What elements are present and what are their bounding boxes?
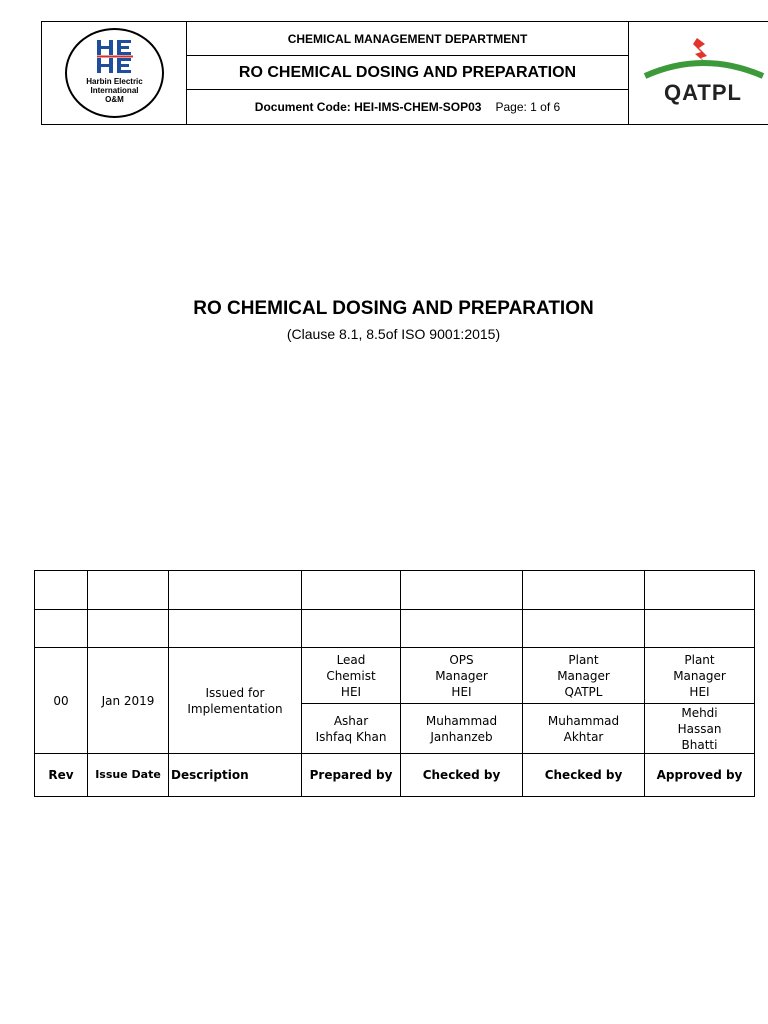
revision-row — [35, 648, 755, 704]
empty-row — [35, 610, 755, 648]
hei-logo-cell — [42, 22, 187, 124]
checked1-role: OPS Manager HEI — [401, 648, 523, 704]
document-meta — [187, 90, 628, 124]
header-row — [35, 754, 755, 797]
hei-logo-text: Harbin Electric International O&M — [86, 77, 143, 104]
page-subtitle: (Clause 8.1, 8.5of ISO 9001:2015) — [286, 326, 501, 342]
approved-role: Plant Manager HEI — [645, 648, 755, 704]
header-center — [187, 22, 628, 124]
prepared-by-header: Prepared by — [302, 754, 401, 797]
approved-by-header: Approved by — [645, 754, 755, 797]
issue-date-value: Jan 2019 — [88, 648, 169, 754]
document-header — [41, 21, 768, 125]
checked2-name: Muhammad Akhtar — [523, 704, 645, 754]
prepared-role: Lead Chemist HEI — [302, 648, 401, 704]
qatpl-logo-cell — [628, 22, 768, 124]
checked1-name: Muhammad Janhanzeb — [401, 704, 523, 754]
department-name: CHEMICAL MANAGEMENT DEPARTMENT — [187, 22, 628, 56]
empty-row — [35, 571, 755, 610]
checked-by-header-2: Checked by — [523, 754, 645, 797]
checked-by-header-1: Checked by — [401, 754, 523, 797]
rev-header: Rev — [35, 754, 88, 797]
header-title: RO CHEMICAL DOSING AND PREPARATION — [187, 56, 628, 90]
description-header: Description — [169, 754, 302, 797]
page-number: Page: 1 of 6 — [495, 100, 561, 114]
description-value: Issued for Implementation — [169, 648, 302, 754]
revision-table — [34, 570, 755, 797]
approved-name: Mehdi Hassan Bhatti — [645, 704, 755, 754]
page-title: RO CHEMICAL DOSING AND PREPARATION — [193, 298, 594, 319]
prepared-name: Ashar Ishfaq Khan — [302, 704, 401, 754]
checked2-role: Plant Manager QATPL — [523, 648, 645, 704]
hei-logo — [65, 28, 164, 118]
document-code: Document Code: HEI-IMS-CHEM-SOP03 — [254, 100, 482, 114]
flame-icon — [635, 34, 768, 84]
qatpl-logo-text: QATPL — [664, 80, 742, 105]
rev-value: 00 — [35, 648, 88, 754]
qatpl-logo — [635, 34, 768, 114]
issue-date-header: Issue Date — [88, 754, 169, 797]
hei-mark-icon — [97, 40, 133, 74]
